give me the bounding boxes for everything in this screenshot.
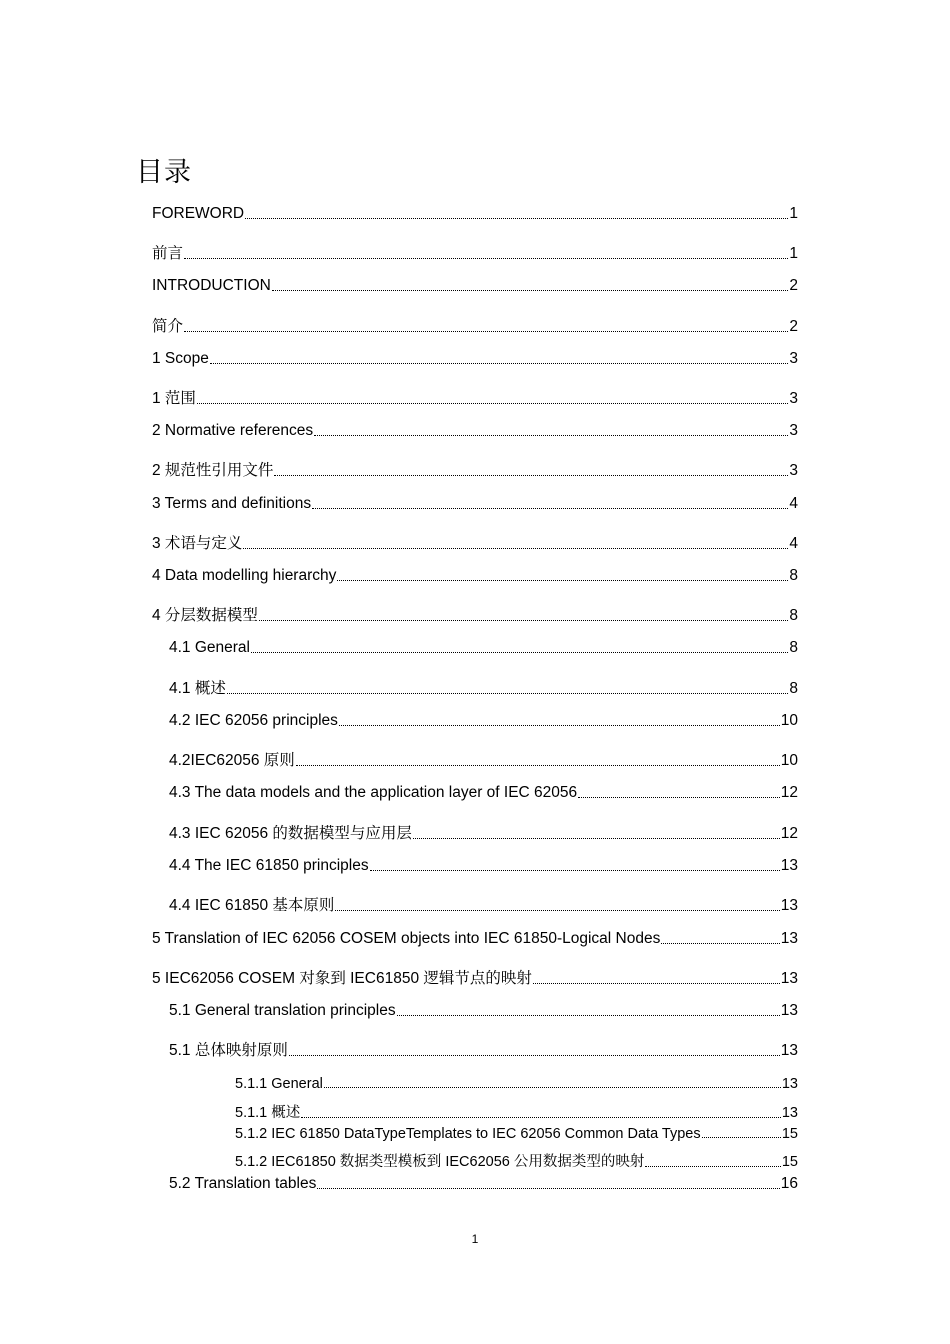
toc-entry[interactable]	[235, 1076, 798, 1092]
dot-leader	[335, 910, 779, 911]
toc-entry-title: 1 Scope	[152, 350, 209, 367]
toc-entry-title: 4 分层数据模型	[152, 607, 258, 624]
toc-entry-title: 5.1 总体映射原则	[169, 1042, 288, 1059]
toc-entry-title: 简介	[152, 318, 184, 335]
dot-leader	[312, 508, 788, 509]
toc-entry[interactable]	[152, 277, 798, 295]
toc-entry[interactable]	[235, 1150, 798, 1171]
toc-entry[interactable]	[169, 639, 798, 657]
toc-entry-title: 5.1.2 IEC 61850 DataTypeTemplates to IEC 62056 Common Data Types	[235, 1126, 701, 1142]
toc-entry-title: 5.1.1 概述	[235, 1105, 301, 1121]
toc-entry-title: 4.2 IEC 62056 principles	[169, 712, 338, 729]
dot-leader	[339, 725, 780, 726]
toc-entry[interactable]	[152, 314, 798, 336]
toc-entry-page: 1	[789, 205, 798, 222]
dot-leader	[274, 475, 788, 476]
toc-entry-title: 5.1.2 IEC61850 数据类型模板到 IEC62056 公用数据类型的映射	[235, 1154, 645, 1170]
dot-leader	[197, 403, 788, 404]
toc-entry[interactable]	[235, 1126, 798, 1142]
toc-entry[interactable]	[169, 1038, 798, 1060]
toc-entry-page: 8	[789, 639, 798, 656]
toc-entry-title: 5 IEC62056 COSEM 对象到 IEC61850 逻辑节点的映射	[152, 970, 532, 987]
toc-entry-title: 5.1 General translation principles	[169, 1002, 396, 1019]
toc-entry-page: 10	[780, 712, 798, 729]
toc-entry[interactable]	[152, 603, 798, 625]
toc-entry-title: 4.3 The data models and the application layer of IEC 62056	[169, 784, 578, 801]
toc-entry-page: 2	[789, 277, 798, 294]
toc-entry-page: 8	[789, 607, 798, 624]
toc-entry-page: 15	[781, 1154, 798, 1170]
dot-leader	[578, 797, 780, 798]
dot-leader	[317, 1188, 779, 1189]
toc-entry-title: 2 Normative references	[152, 422, 314, 439]
toc-entry-title: 3 术语与定义	[152, 535, 243, 552]
toc-entry-page: 4	[789, 495, 798, 512]
toc-entry-page: 2	[789, 318, 798, 335]
dot-leader	[645, 1166, 781, 1167]
toc-entry[interactable]	[152, 422, 798, 440]
toc-entry-title: 5.2 Translation tables	[169, 1175, 317, 1192]
dot-leader	[245, 218, 788, 219]
toc-entry-page: 13	[780, 930, 798, 947]
toc-entry[interactable]	[152, 567, 798, 585]
toc-entry-page: 13	[780, 1042, 798, 1059]
toc-entry-title: 4.1 概述	[169, 680, 226, 697]
toc-entry-page: 3	[789, 422, 798, 439]
toc-entry[interactable]	[169, 857, 798, 875]
toc-entry-page: 4	[789, 535, 798, 552]
toc-entry-title: 4 Data modelling hierarchy	[152, 567, 337, 584]
toc-entry[interactable]	[152, 531, 798, 553]
dot-leader	[210, 363, 788, 364]
toc-entry-title: 4.4 The IEC 61850 principles	[169, 857, 369, 874]
toc-entry-page: 3	[789, 462, 798, 479]
toc-entry-page: 12	[780, 784, 798, 801]
toc-entry-title: 3 Terms and definitions	[152, 495, 312, 512]
dot-leader	[533, 983, 780, 984]
dot-leader	[184, 331, 788, 332]
toc-entry[interactable]	[169, 676, 798, 698]
toc-entry-page: 12	[780, 825, 798, 842]
toc-entry-title: 4.4 IEC 61850 基本原则	[169, 897, 335, 914]
toc-entry-page: 13	[780, 970, 798, 987]
dot-leader	[397, 1015, 780, 1016]
toc-entry[interactable]	[152, 241, 798, 263]
toc-entry-title: 2 规范性引用文件	[152, 462, 274, 479]
toc-entry[interactable]	[169, 748, 798, 770]
dot-leader	[702, 1137, 781, 1138]
dot-leader	[243, 548, 788, 549]
toc-entry-page: 3	[789, 350, 798, 367]
toc-entry-page: 13	[780, 857, 798, 874]
toc-entry[interactable]	[152, 966, 798, 988]
toc-entry[interactable]	[169, 712, 798, 730]
toc-entry-page: 1	[789, 245, 798, 262]
dot-leader	[184, 258, 788, 259]
dot-leader	[296, 765, 780, 766]
toc-entry-page: 13	[780, 897, 798, 914]
page-number: 1	[471, 1232, 479, 1246]
toc-entry[interactable]	[152, 205, 798, 223]
toc-entry-page: 13	[781, 1076, 798, 1092]
toc-entry-title: INTRODUCTION	[152, 277, 271, 294]
toc-entry[interactable]	[169, 1175, 798, 1193]
toc-entry-title: 4.1 General	[169, 639, 250, 656]
toc-entry[interactable]	[152, 930, 798, 948]
dot-leader	[301, 1117, 781, 1118]
dot-leader	[289, 1055, 780, 1056]
dot-leader	[251, 652, 788, 653]
toc-entry-title: 5.1.1 General	[235, 1076, 323, 1092]
toc-entry-page: 13	[781, 1105, 798, 1121]
toc-entry-title: FOREWORD	[152, 205, 245, 222]
dot-leader	[661, 943, 779, 944]
toc-entry[interactable]	[169, 784, 798, 802]
dot-leader	[324, 1087, 781, 1088]
toc-entry[interactable]	[152, 495, 798, 513]
toc-entry-title: 4.2IEC62056 原则	[169, 752, 295, 769]
toc-entry-page: 8	[789, 680, 798, 697]
toc-entry-page: 13	[780, 1002, 798, 1019]
toc-entry-page: 8	[789, 567, 798, 584]
toc-entry-title: 4.3 IEC 62056 的数据模型与应用层	[169, 825, 412, 842]
toc-entry-page: 16	[780, 1175, 798, 1192]
dot-leader	[370, 870, 780, 871]
toc-entry-page: 3	[789, 390, 798, 407]
toc-entry-page: 10	[780, 752, 798, 769]
dot-leader	[337, 580, 788, 581]
toc-entry-page: 15	[781, 1126, 798, 1142]
toc-entry[interactable]	[152, 458, 798, 480]
toc-entry-title: 前言	[152, 245, 184, 262]
dot-leader	[259, 620, 788, 621]
toc-entry[interactable]	[169, 821, 798, 843]
toc-title: 目录	[136, 157, 192, 188]
dot-leader	[227, 693, 789, 694]
dot-leader	[314, 435, 788, 436]
toc-entry[interactable]	[152, 350, 798, 368]
toc-entry[interactable]	[152, 386, 798, 408]
toc-entry[interactable]	[169, 1002, 798, 1020]
toc-entry[interactable]	[235, 1101, 798, 1122]
toc-entry-title: 5 Translation of IEC 62056 COSEM objects into IEC 61850-Logical Nodes	[152, 930, 661, 947]
toc-entry-title: 1 范围	[152, 390, 196, 407]
toc-entry[interactable]	[169, 893, 798, 915]
dot-leader	[272, 290, 789, 291]
dot-leader	[413, 838, 780, 839]
